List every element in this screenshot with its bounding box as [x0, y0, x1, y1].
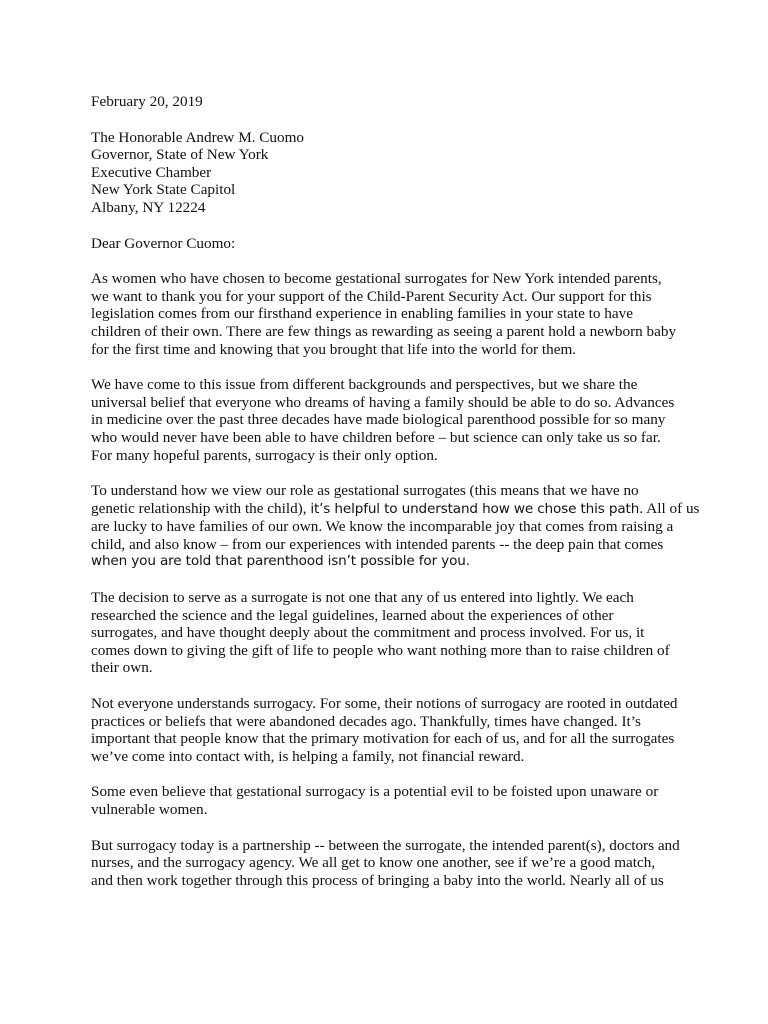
text-line: who would never have been able to have children before – but science can only take us so far. [91, 428, 661, 446]
text-line: in medicine over the past three decades have made biological parenthood possible for so many [91, 411, 666, 429]
text-line: researched the science and the legal guidelines, learned about the experiences of other [91, 606, 614, 624]
text-line: for the first time and knowing that you brought that life into the world for them. [91, 340, 577, 358]
paragraph-7 [91, 837, 691, 890]
recipient-address [91, 129, 691, 217]
paragraph-1 [91, 270, 691, 358]
text-line: comes down to giving the gift of life to people who want nothing more than to raise children of [91, 641, 670, 659]
text-line: As women who have chosen to become gestational surrogates for New York intended parents, [91, 270, 662, 288]
text-line: We have come to this issue from different backgrounds and perspectives, but we share the [91, 376, 638, 394]
text-line: we’ve come into contact with, is helping a family, not financial reward. [91, 747, 525, 765]
text-line: universal belief that everyone who dreams of having a family should be able to do so. Advances [91, 393, 675, 411]
paragraph-2 [91, 376, 691, 464]
address-line: New York State Capitol [91, 181, 236, 199]
text-line: child, and also know – from our experiences with intended parents -- the deep pain that comes [91, 535, 664, 553]
text-line: their own. [91, 659, 153, 677]
text-line-sans: when you are told that parenthood isn’t possible for you. [91, 553, 470, 570]
text-line: important that people know that the primary motivation for each of us, and for all the surrogates [91, 730, 675, 748]
text-segment-sans: it’s helpful to understand how we chose this path. [310, 500, 644, 517]
text-line: surrogates, and have thought deeply about the commitment and process involved. For us, it [91, 624, 645, 642]
text-line: legislation comes from our firsthand experience in enabling families in your state to have [91, 305, 633, 323]
address-line: Governor, State of New York [91, 146, 269, 164]
address-line: Albany, NY 12224 [91, 198, 206, 216]
text-line: Some even believe that gestational surrogacy is a potential evil to be foisted upon unaware or [91, 783, 659, 801]
text-line: are lucky to have families of our own. We know the incomparable joy that comes from raising a [91, 518, 674, 536]
text-line: The decision to serve as a surrogate is not one that any of us entered into lightly. We each [91, 589, 634, 607]
text-line: Not everyone understands surrogacy. For some, their notions of surrogacy are rooted in outdated [91, 695, 678, 713]
text-line: But surrogacy today is a partnership -- between the surrogate, the intended parent(s), doctors and [91, 836, 680, 854]
text-line: and then work together through this process of bringing a baby into the world. Nearly all of us [91, 871, 664, 889]
paragraph-4 [91, 589, 691, 677]
text-line: For many hopeful parents, surrogacy is their only option. [91, 446, 438, 464]
text-line: we want to thank you for your support of the Child-Parent Security Act. Our support for this [91, 287, 652, 305]
salutation: Dear Governor Cuomo: [91, 234, 236, 252]
paragraph-6 [91, 783, 691, 818]
address-line: Executive Chamber [91, 163, 212, 181]
address-line: The Honorable Andrew M. Cuomo [91, 128, 305, 146]
text-line: practices or beliefs that were abandoned decades ago. Thankfully, times have changed. It’s [91, 712, 641, 730]
text-segment: All of us [643, 499, 700, 517]
letter-date: February 20, 2019 [91, 93, 203, 110]
text-line: children of their own. There are few things as rewarding as seeing a parent hold a newborn baby [91, 322, 677, 340]
text-line: vulnerable women. [91, 801, 208, 818]
paragraph-3 [91, 482, 700, 571]
text-segment: genetic relationship with the child), [91, 499, 311, 517]
text-line: nurses, and the surrogacy agency. We all get to know one another, see if we’re a good match, [91, 854, 656, 872]
text-line [91, 499, 700, 519]
paragraph-5 [91, 695, 691, 765]
text-line: To understand how we view our role as gestational surrogates (this means that we have no [91, 482, 639, 500]
letter-body [91, 93, 700, 889]
